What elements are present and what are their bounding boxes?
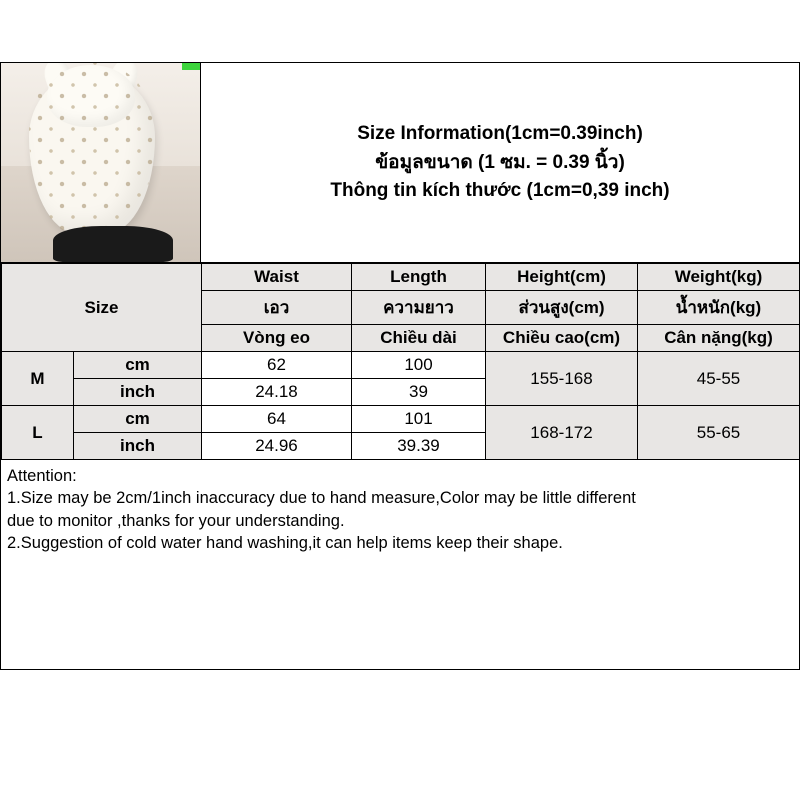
header-length-en: Length [352, 264, 486, 291]
attention-line-3: 2.Suggestion of cold water hand washing,it can help items keep their shape. [7, 533, 563, 552]
attention-heading: Attention: [7, 467, 77, 485]
attention-line-2: due to monitor ,thanks for your understanding. [7, 511, 345, 530]
header-waist-th: เอว [202, 291, 352, 325]
row-l-unit-inch: inch [74, 433, 202, 460]
header-size-label: Size [2, 264, 202, 352]
title-block [201, 63, 799, 262]
row-size-l: L [2, 406, 74, 460]
row-l-inch-waist: 24.96 [202, 433, 352, 460]
row-l-inch-length: 39.39 [352, 433, 486, 460]
row-l-cm-length: 101 [352, 406, 486, 433]
photo-dark-foreground [53, 226, 173, 262]
size-chart-sheet [0, 62, 800, 670]
row-l-weight: 55-65 [638, 406, 800, 460]
size-table [1, 263, 800, 460]
header-weight-en: Weight(kg) [638, 264, 800, 291]
header-height-en: Height(cm) [486, 264, 638, 291]
header-weight-vi: Cân nặng(kg) [638, 325, 800, 352]
title-line-vi: Thông tin kích thước (1cm=0,39 inch) [330, 180, 670, 202]
header-band [1, 63, 799, 263]
attention-block [1, 460, 799, 554]
header-waist-vi: Vòng eo [202, 325, 352, 352]
row-l-unit-cm: cm [74, 406, 202, 433]
row-m-cm-length: 100 [352, 352, 486, 379]
header-length-th: ความยาว [352, 291, 486, 325]
row-size-m: M [2, 352, 74, 406]
photo-green-marker [182, 63, 200, 70]
row-m-cm-waist: 62 [202, 352, 352, 379]
row-l-height: 168-172 [486, 406, 638, 460]
header-weight-th: น้ำหนัก(kg) [638, 291, 800, 325]
attention-line-1: 1.Size may be 2cm/1inch inaccuracy due to hand measure,Color may be little different [7, 489, 636, 508]
title-line-th: ข้อมูลขนาด (1 ซม. = 0.39 นิ้ว) [375, 151, 625, 173]
header-length-vi: Chiều dài [352, 325, 486, 352]
row-m-weight: 45-55 [638, 352, 800, 406]
garment-print-pattern [29, 63, 155, 235]
row-m-unit-cm: cm [74, 352, 202, 379]
row-m-height: 155-168 [486, 352, 638, 406]
header-waist-en: Waist [202, 264, 352, 291]
table-row [2, 406, 800, 433]
title-line-en: Size Information(1cm=0.39inch) [357, 122, 643, 144]
row-m-inch-length: 39 [352, 379, 486, 406]
row-m-unit-inch: inch [74, 379, 202, 406]
table-header-row-en [2, 264, 800, 291]
header-height-vi: Chiều cao(cm) [486, 325, 638, 352]
table-row [2, 352, 800, 379]
row-m-inch-waist: 24.18 [202, 379, 352, 406]
header-height-th: ส่วนสูง(cm) [486, 291, 638, 325]
product-photo [1, 63, 201, 262]
row-l-cm-waist: 64 [202, 406, 352, 433]
